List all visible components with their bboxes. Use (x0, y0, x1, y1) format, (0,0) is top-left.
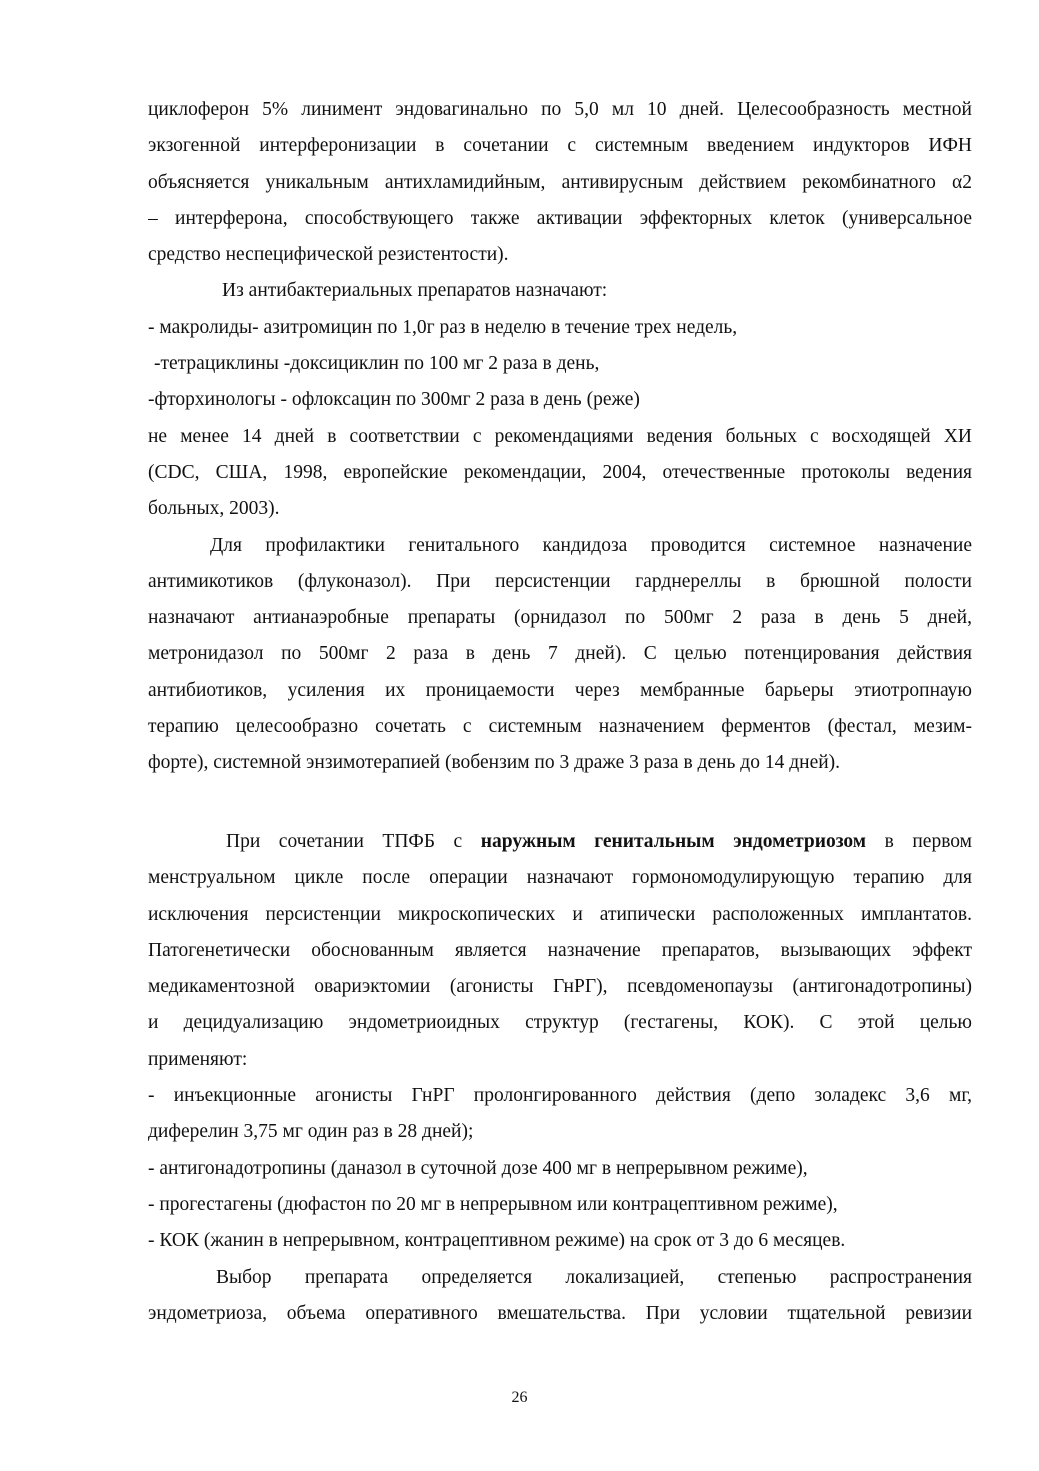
list-item: - антигонадотропины (даназол в суточной дозе 400 мг в непрерывном режиме), (148, 1157, 808, 1179)
text-line: Патогенетически обоснованным является назначение препаратов, вызывающих эффект (148, 939, 972, 961)
list-item: - инъекционные агонисты ГнРГ пролонгированного действия (депо золадекс 3,6 мг, (148, 1085, 972, 1107)
list-item: - прогестагены (дюфастон по 20 мг в непрерывном или контрацептивном режиме), (148, 1193, 838, 1215)
text-line: и децидуализацию эндометриоидных структур (гестагены, КОК). С этой целью (148, 1012, 972, 1034)
text-line: Выбор препарата определяется локализацией, степенью распространения (216, 1266, 972, 1288)
text-line: метронидазол по 500мг 2 раза в день 7 дней). С целью потенцирования действия (148, 643, 972, 665)
text-line: менструальном цикле после операции назначают гормономодулирующую терапию для (148, 867, 972, 889)
text-line: антибиотиков, усиления их проницаемости через мембранные барьеры этиотропнаую (148, 679, 972, 701)
text-line (148, 824, 972, 860)
text-line: применяют: (148, 1048, 248, 1070)
text-line: антимикотиков (флуконазол). При персистенции гарднереллы в брюшной полости (148, 570, 972, 592)
text-block-upper (148, 92, 972, 782)
text-line: назначают антианаэробные препараты (орнидазол по 500мг 2 раза в день 5 дней, (148, 607, 972, 629)
text-line: объясняется уникальным антихламидийным, антивирусным действием рекомбинатного α2 (148, 171, 972, 193)
text-run: При сочетании ТПФБ с (226, 831, 481, 852)
text-line: эндометриоза, объема оперативного вмешательства. При условии тщательной ревизии (148, 1302, 972, 1324)
list-item: - КОК (жанин в непрерывном, контрацептивном режиме) на срок от 3 до 6 месяцев. (148, 1230, 846, 1252)
list-item: - макролиды- азитромицин по 1,0г раз в неделю в течение трех недель, (148, 316, 738, 338)
text-line: больных, 2003). (148, 498, 280, 520)
text-line: циклоферон 5% линимент эндовагинально по 5,0 мл 10 дней. Целесообразность местной (148, 99, 972, 120)
text-line: – интерферона, способствующего также активации эффекторных клеток (универсальное (148, 207, 972, 229)
list-item: -фторхинологы - офлоксацин по 300мг 2 раза в день (реже) (148, 389, 640, 411)
text-block-lower (148, 824, 972, 1332)
text-line: форте), системной энзимотерапией (вобензим по 3 драже 3 раза в день до 14 дней). (148, 752, 841, 774)
text-run: в первом (866, 831, 972, 852)
emphasis-term: наружным генитальным эндометриозом (480, 831, 867, 852)
text-line: исключения персистенции микроскопических и атипически расположенных имплантатов. (148, 903, 972, 925)
text-line: Для профилактики генитального кандидоза проводится системное назначение (210, 534, 972, 556)
paragraph-intro: Из антибактериальных препаратов назначают: (222, 280, 608, 302)
text-line: экзогенной интерферонизации в сочетании с системным введением индукторов ИФН (148, 135, 972, 157)
text-line: не менее 14 дней в соответствии с рекомендациями ведения больных с восходящей ХИ (148, 425, 972, 447)
list-item: -тетрациклины -доксициклин по 100 мг 2 раза в день, (154, 353, 600, 375)
page-number: 26 (511, 1389, 528, 1406)
text-line: терапию целесообразно сочетать с системным назначением ферментов (фестал, мезим- (148, 716, 972, 738)
list-item: диферелин 3,75 мг один раз в 28 дней); (148, 1121, 474, 1143)
text-line: средство неспецифической резистентости). (148, 244, 509, 266)
text-line: медикаментозной овариэктомии (агонисты ГнРГ), псевдоменопаузы (антигонадотропины) (148, 976, 972, 998)
text-line: (CDC, США, 1998, европейские рекомендации, 2004, отечественные протоколы ведения (148, 461, 972, 483)
